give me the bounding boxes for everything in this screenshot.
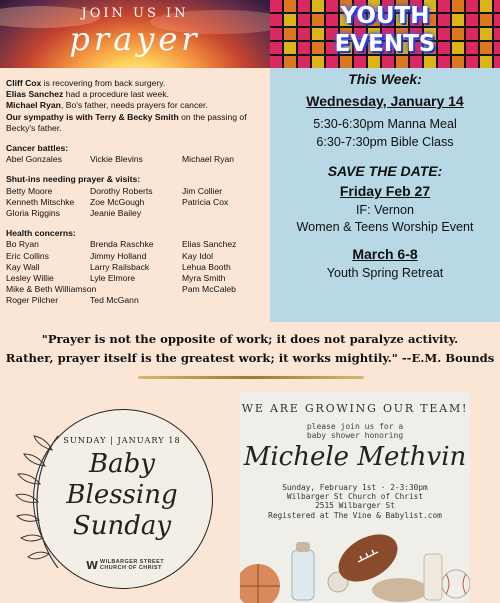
quote-line1: "Prayer is not the opposite of work; it does not paralyze activity. [41,332,459,346]
bottle-nipple-icon [296,542,310,552]
team-invite: please join us for a baby shower honoring [306,422,404,440]
shutins-names [6,186,268,220]
name-item: Brenda Raschke [90,239,154,250]
update-item: Cliff Cox is recovering from back surgery. [6,78,166,88]
event-details: Sunday, February 1st · 2-3:30pm Wilbarger St Church of Christ 2515 Wilbarger St Registered at The Vine & Babylist.com [268,483,442,520]
logo-line2: CHURCH OF CHRIST [100,565,162,571]
name-item: Dorothy Roberts [90,185,153,196]
name-item: Myra Smith [182,273,226,284]
gold-divider [138,376,364,379]
this-week-panel [270,68,500,322]
name-item: Roger Pilcher [6,295,59,306]
name-item: Jeanie Bailey [90,208,142,219]
honoree-name: Michele Methvin [243,442,467,472]
name-item: Mike & Beth Williamson [6,284,97,295]
cancer-heading: Cancer battles: [6,143,69,154]
quote [0,330,500,368]
name-item: Zoe McGough [90,196,145,207]
name-item: Patricia Cox [182,196,229,207]
march-date: March 6-8 [352,246,418,262]
name-item: Bo Ryan [6,239,39,250]
event-row: 5:30-6:30pm Manna Meal [313,117,457,131]
jar-icon [424,554,442,600]
name-item: Vickie Blevins [90,154,143,165]
baby-blessing-date: SUNDAY | JANUARY 18 [63,435,181,445]
update-item: Michael Ryan, Bo's father, needs prayers for cancer. [6,100,208,111]
name-item: Gloria Riggins [6,208,60,219]
name-item: Kay Idol [182,250,214,261]
church-logo [86,558,176,572]
sports-baby-illustration [240,524,470,603]
baby-bottle-icon [292,550,314,600]
team-heading: WE ARE GROWING OUR TEAM! [241,402,469,415]
sneaker-icon [372,578,428,602]
baby-blessing-title: Baby Blessing Sunday [66,449,178,541]
health-names [6,239,268,284]
save-event-line2: Women & Teens Worship Event [296,220,474,234]
update-item: Elias Sanchez had a procedure last week. [6,89,169,100]
this-week-date: Wednesday, January 14 [306,93,464,109]
quote-line2: Rather, prayer itself is the greatest work; it works mightily." --E.M. Bounds [5,351,495,365]
name-item: Betty Moore [6,185,53,196]
name-item: Jim Collier [182,185,223,196]
logo-line1: WILBARGER STREET [100,559,165,565]
event-row: 6:30-7:30pm Bible Class [316,135,454,149]
cancer-names [6,154,268,165]
name-item: Pam McCaleb [182,284,236,295]
name-item: Elias Sanchez [182,239,237,250]
name-item: Kenneth Mitschke [6,196,75,207]
name-item: Lyle Elmore [90,273,136,284]
this-week-heading: This Week: [348,71,422,87]
name-item: Ted McGann [90,295,139,306]
name-item: Lesley Willie [6,273,54,284]
prayer-list [6,78,268,307]
prayer-banner-line1: JOIN US IN [81,6,189,21]
save-event-line1: IF: Vernon [355,203,415,217]
name-item: Michael Ryan [182,154,235,165]
name-item: Kay Wall [6,261,40,272]
update-item: Our sympathy is with Terry & Becky Smith on the passing of Becky's father. [6,111,247,133]
church-logo-icon: W [86,559,99,572]
prayer-banner-title: prayer [69,20,201,58]
save-the-date-heading: SAVE THE DATE: [327,163,443,179]
name-item: Jimmy Holland [90,250,147,261]
youth-events-banner [270,0,500,68]
health-pair-row [6,284,268,295]
health-heading: Health concerns: [6,228,76,239]
health-last-row [6,295,268,306]
name-item: Lehua Booth [182,261,231,272]
name-item: Eric Collins [6,250,49,261]
name-item: Larry Railsback [90,261,150,272]
march-event: Youth Spring Retreat [326,266,444,280]
basketball-icon [240,564,280,603]
baby-shower-card [240,392,470,603]
save-date: Friday Feb 27 [339,183,431,199]
prayer-banner [0,0,270,68]
name-item: Abel Gonzales [6,154,62,165]
shutins-heading: Shut-ins needing prayer & visits: [6,174,141,185]
youth-events-title: YOUTH EVENTS [334,3,436,57]
